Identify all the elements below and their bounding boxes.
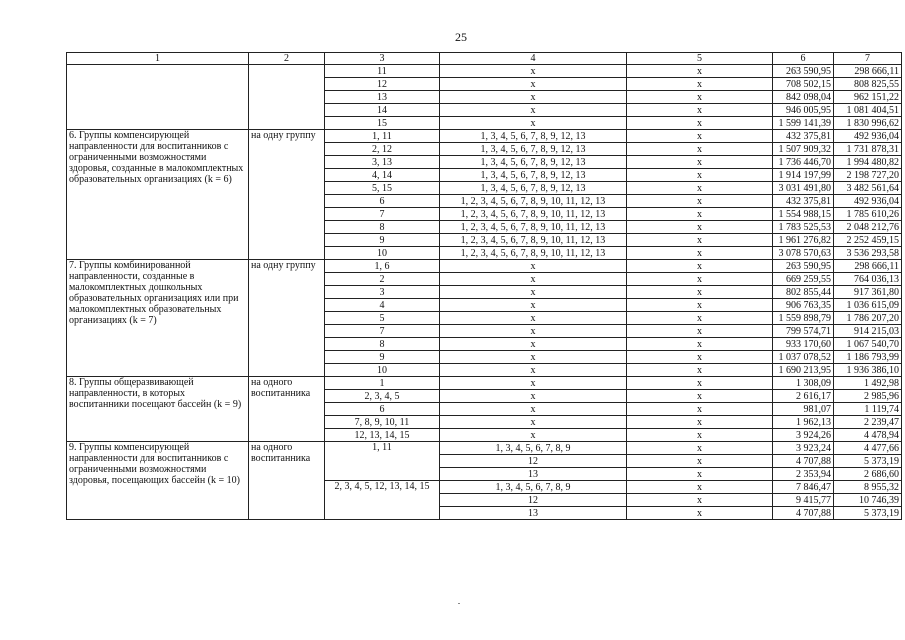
cell-col7: 298 666,11 xyxy=(834,260,902,273)
cell-col6: 432 375,81 xyxy=(773,130,834,143)
cell-col5: х xyxy=(627,481,773,494)
cell-col7: 2 985,96 xyxy=(834,390,902,403)
cell-col7: 2 198 727,20 xyxy=(834,169,902,182)
cell-col4: х xyxy=(440,117,627,130)
page-number: 25 xyxy=(455,30,467,44)
cell-col7: 4 477,66 xyxy=(834,442,902,455)
cell-col7: 492 936,04 xyxy=(834,130,902,143)
cell-col4: х xyxy=(440,429,627,442)
cell-col4: х xyxy=(440,364,627,377)
cell-col4: 1, 2, 3, 4, 5, 6, 7, 8, 9, 10, 11, 12, 13 xyxy=(440,234,627,247)
cell-col7: 4 478,94 xyxy=(834,429,902,442)
cell-col4: х xyxy=(440,403,627,416)
cell-col5: х xyxy=(627,208,773,221)
cell-col7: 2 252 459,15 xyxy=(834,234,902,247)
cell-col7: 1 786 207,20 xyxy=(834,312,902,325)
cell-col4: х xyxy=(440,104,627,117)
cell-col7: 808 825,55 xyxy=(834,78,902,91)
cell-col3: 7 xyxy=(325,208,440,221)
cell-col5: х xyxy=(627,338,773,351)
cell-col6: 933 170,60 xyxy=(773,338,834,351)
table-row xyxy=(67,65,902,78)
cell-col3: 10 xyxy=(325,247,440,260)
cell-col5: х xyxy=(627,455,773,468)
cell-col4: 1, 3, 4, 5, 6, 7, 8, 9 xyxy=(440,442,627,455)
cell-col4: 1, 3, 4, 5, 6, 7, 8, 9, 12, 13 xyxy=(440,182,627,195)
cell-col7: 1 067 540,70 xyxy=(834,338,902,351)
cell-col7: 1 081 404,51 xyxy=(834,104,902,117)
cell-col6: 1 554 988,15 xyxy=(773,208,834,221)
cell-col4: х xyxy=(440,377,627,390)
cell-col6: 1 690 213,95 xyxy=(773,364,834,377)
cell-col4: х xyxy=(440,286,627,299)
cell-col4: 1, 3, 4, 5, 6, 7, 8, 9, 12, 13 xyxy=(440,130,627,143)
cell-col5: х xyxy=(627,65,773,78)
column-number-7: 7 xyxy=(834,53,902,65)
cell-col5: х xyxy=(627,78,773,91)
cell-col5: х xyxy=(627,468,773,481)
cell-col7: 1 994 480,82 xyxy=(834,156,902,169)
cell-col6: 1 559 898,79 xyxy=(773,312,834,325)
cell-col5: х xyxy=(627,377,773,390)
cell-col5: х xyxy=(627,442,773,455)
cell-col6: 263 590,95 xyxy=(773,65,834,78)
group-unit: на одного воспитанника xyxy=(249,442,325,520)
cell-col5: х xyxy=(627,325,773,338)
cell-col6: 1 914 197,99 xyxy=(773,169,834,182)
cell-col7: 1 936 386,10 xyxy=(834,364,902,377)
tariff-table xyxy=(66,52,902,520)
cell-col7: 914 215,03 xyxy=(834,325,902,338)
cell-col4: 1, 2, 3, 4, 5, 6, 7, 8, 9, 10, 11, 12, 13 xyxy=(440,195,627,208)
cell-col4: 1, 2, 3, 4, 5, 6, 7, 8, 9, 10, 11, 12, 13 xyxy=(440,208,627,221)
cell-col5: х xyxy=(627,273,773,286)
cell-col4: 12 xyxy=(440,455,627,468)
cell-col6: 669 259,55 xyxy=(773,273,834,286)
cell-col4: х xyxy=(440,351,627,364)
cell-col6: 906 763,35 xyxy=(773,299,834,312)
cell-col5: х xyxy=(627,299,773,312)
cell-col4: х xyxy=(440,390,627,403)
group-title: 9. Группы компенсирующей направленности для воспитанников с ограниченными возможностями здоровья, посещающих бассейн (k = 10) xyxy=(67,442,249,520)
cell-col7: 917 361,80 xyxy=(834,286,902,299)
column-number-5: 5 xyxy=(627,53,773,65)
header-row xyxy=(67,53,902,65)
group-title: 8. Группы общеразвивающей направленности, в которых воспитанники посещают бассейн (k = 9) xyxy=(67,377,249,442)
cell-col3: 5 xyxy=(325,312,440,325)
cell-col6: 1 599 141,39 xyxy=(773,117,834,130)
cell-col3: 15 xyxy=(325,117,440,130)
cell-col6: 1 783 525,53 xyxy=(773,221,834,234)
cell-col5: х xyxy=(627,494,773,507)
cell-col3: 2, 12 xyxy=(325,143,440,156)
cell-col6: 2 616,17 xyxy=(773,390,834,403)
cell-col3: 13 xyxy=(325,91,440,104)
group-title: 6. Группы компенсирующей направленности для воспитанников с ограниченными возможностями здоровья, созданные в малокомплектных образовательных организациях (k = 6) xyxy=(67,130,249,260)
column-number-1: 1 xyxy=(67,53,249,65)
cell-col5: х xyxy=(627,403,773,416)
cell-col5: х xyxy=(627,156,773,169)
cell-col6: 263 590,95 xyxy=(773,260,834,273)
cell-col6: 981,07 xyxy=(773,403,834,416)
cell-col4: х xyxy=(440,299,627,312)
cell-col5: х xyxy=(627,104,773,117)
cell-col3: 1, 6 xyxy=(325,260,440,273)
group-unit xyxy=(249,65,325,130)
cell-col7: 492 936,04 xyxy=(834,195,902,208)
cell-col6: 799 574,71 xyxy=(773,325,834,338)
cell-col7: 2 048 212,76 xyxy=(834,221,902,234)
cell-col7: 1 830 996,62 xyxy=(834,117,902,130)
cell-col4: х xyxy=(440,312,627,325)
cell-col3: 7, 8, 9, 10, 11 xyxy=(325,416,440,429)
cell-col3: 8 xyxy=(325,338,440,351)
cell-col5: х xyxy=(627,91,773,104)
cell-col7: 8 955,32 xyxy=(834,481,902,494)
cell-col7: 2 686,60 xyxy=(834,468,902,481)
cell-col4: х xyxy=(440,65,627,78)
cell-col3: 2 xyxy=(325,273,440,286)
cell-col7: 5 373,19 xyxy=(834,507,902,520)
cell-col5: х xyxy=(627,169,773,182)
scan-mark xyxy=(458,603,460,604)
cell-col6: 842 098,04 xyxy=(773,91,834,104)
cell-col3: 14 xyxy=(325,104,440,117)
cell-col3: 10 xyxy=(325,364,440,377)
cell-col6: 1 507 909,32 xyxy=(773,143,834,156)
cell-col5: х xyxy=(627,130,773,143)
cell-col3: 2, 3, 4, 5, 12, 13, 14, 15 xyxy=(325,481,440,520)
cell-col7: 3 536 293,58 xyxy=(834,247,902,260)
cell-col6: 1 037 078,52 xyxy=(773,351,834,364)
cell-col4: 12 xyxy=(440,494,627,507)
cell-col7: 1 785 610,26 xyxy=(834,208,902,221)
group-unit: на одну группу xyxy=(249,130,325,260)
cell-col3: 6 xyxy=(325,195,440,208)
table-row xyxy=(67,442,902,455)
cell-col3: 3 xyxy=(325,286,440,299)
cell-col6: 1 961 276,82 xyxy=(773,234,834,247)
cell-col6: 1 962,13 xyxy=(773,416,834,429)
cell-col4: 1, 3, 4, 5, 6, 7, 8, 9, 12, 13 xyxy=(440,156,627,169)
cell-col7: 298 666,11 xyxy=(834,65,902,78)
cell-col6: 2 353,94 xyxy=(773,468,834,481)
cell-col5: х xyxy=(627,234,773,247)
cell-col3: 3, 13 xyxy=(325,156,440,169)
cell-col7: 2 239,47 xyxy=(834,416,902,429)
cell-col6: 432 375,81 xyxy=(773,195,834,208)
column-number-4: 4 xyxy=(440,53,627,65)
cell-col4: х xyxy=(440,416,627,429)
cell-col3: 1, 11 xyxy=(325,130,440,143)
cell-col6: 946 005,95 xyxy=(773,104,834,117)
cell-col4: х xyxy=(440,325,627,338)
cell-col5: х xyxy=(627,390,773,403)
cell-col3: 5, 15 xyxy=(325,182,440,195)
cell-col4: 1, 3, 4, 5, 6, 7, 8, 9 xyxy=(440,481,627,494)
cell-col7: 764 036,13 xyxy=(834,273,902,286)
cell-col5: х xyxy=(627,221,773,234)
cell-col5: х xyxy=(627,182,773,195)
cell-col4: 13 xyxy=(440,507,627,520)
cell-col6: 9 415,77 xyxy=(773,494,834,507)
cell-col5: х xyxy=(627,143,773,156)
cell-col3: 4, 14 xyxy=(325,169,440,182)
cell-col5: х xyxy=(627,416,773,429)
cell-col4: 1, 3, 4, 5, 6, 7, 8, 9, 12, 13 xyxy=(440,143,627,156)
cell-col7: 1 186 793,99 xyxy=(834,351,902,364)
cell-col5: х xyxy=(627,364,773,377)
cell-col7: 5 373,19 xyxy=(834,455,902,468)
cell-col5: х xyxy=(627,195,773,208)
cell-col6: 3 924,26 xyxy=(773,429,834,442)
table-row xyxy=(67,130,902,143)
cell-col6: 708 502,15 xyxy=(773,78,834,91)
cell-col6: 802 855,44 xyxy=(773,286,834,299)
column-number-2: 2 xyxy=(249,53,325,65)
cell-col4: 1, 2, 3, 4, 5, 6, 7, 8, 9, 10, 11, 12, 13 xyxy=(440,247,627,260)
cell-col4: 1, 3, 4, 5, 6, 7, 8, 9, 12, 13 xyxy=(440,169,627,182)
group-unit: на одну группу xyxy=(249,260,325,377)
cell-col7: 10 746,39 xyxy=(834,494,902,507)
cell-col7: 1 119,74 xyxy=(834,403,902,416)
group-title: 7. Группы комбинированной направленности, созданные в малокомплектных дошкольных образовательных организациях или при малокомплектных образовательных организациях (k = 7) xyxy=(67,260,249,377)
cell-col5: х xyxy=(627,247,773,260)
cell-col3: 9 xyxy=(325,234,440,247)
cell-col3: 8 xyxy=(325,221,440,234)
cell-col6: 4 707,88 xyxy=(773,455,834,468)
cell-col4: х xyxy=(440,260,627,273)
column-number-6: 6 xyxy=(773,53,834,65)
cell-col5: х xyxy=(627,429,773,442)
cell-col7: 1 731 878,31 xyxy=(834,143,902,156)
cell-col3: 6 xyxy=(325,403,440,416)
cell-col3: 7 xyxy=(325,325,440,338)
cell-col6: 4 707,88 xyxy=(773,507,834,520)
cell-col4: х xyxy=(440,273,627,286)
cell-col3: 9 xyxy=(325,351,440,364)
cell-col4: 1, 2, 3, 4, 5, 6, 7, 8, 9, 10, 11, 12, 13 xyxy=(440,221,627,234)
cell-col7: 962 151,22 xyxy=(834,91,902,104)
table-row xyxy=(67,260,902,273)
cell-col7: 1 036 615,09 xyxy=(834,299,902,312)
cell-col3: 11 xyxy=(325,65,440,78)
cell-col4: х xyxy=(440,91,627,104)
cell-col4: х xyxy=(440,78,627,91)
table-row xyxy=(67,377,902,390)
cell-col6: 1 736 446,70 xyxy=(773,156,834,169)
cell-col5: х xyxy=(627,312,773,325)
cell-col4: х xyxy=(440,338,627,351)
group-unit: на одного воспитанника xyxy=(249,377,325,442)
cell-col7: 1 492,98 xyxy=(834,377,902,390)
cell-col6: 3 923,24 xyxy=(773,442,834,455)
cell-col3: 12 xyxy=(325,78,440,91)
cell-col5: х xyxy=(627,260,773,273)
cell-col3: 4 xyxy=(325,299,440,312)
cell-col3: 2, 3, 4, 5 xyxy=(325,390,440,403)
cell-col3: 1 xyxy=(325,377,440,390)
cell-col5: х xyxy=(627,286,773,299)
group-title xyxy=(67,65,249,130)
cell-col3: 12, 13, 14, 15 xyxy=(325,429,440,442)
cell-col7: 3 482 561,64 xyxy=(834,182,902,195)
cell-col6: 7 846,47 xyxy=(773,481,834,494)
cell-col6: 3 078 570,63 xyxy=(773,247,834,260)
cell-col3: 1, 11 xyxy=(325,442,440,481)
column-number-3: 3 xyxy=(325,53,440,65)
cell-col4: 13 xyxy=(440,468,627,481)
cell-col5: х xyxy=(627,507,773,520)
cell-col6: 1 308,09 xyxy=(773,377,834,390)
cell-col5: х xyxy=(627,351,773,364)
cell-col6: 3 031 491,80 xyxy=(773,182,834,195)
cell-col5: х xyxy=(627,117,773,130)
